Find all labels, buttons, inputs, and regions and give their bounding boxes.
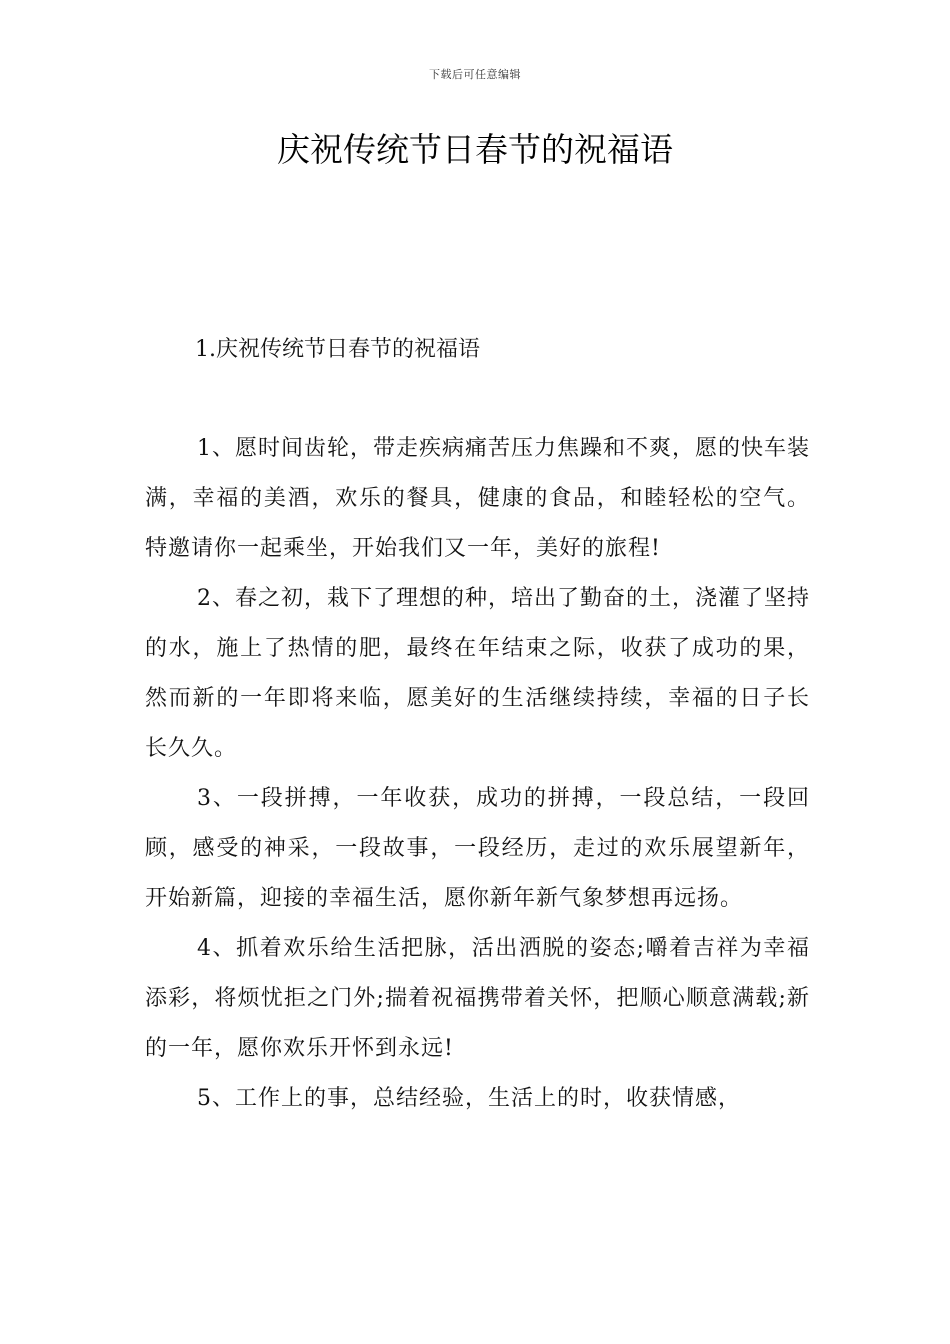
paragraph-5: 5、工作上的事，总结经验，生活上的时，收获情感， [197, 1086, 741, 1111]
paragraph-1: 1、愿时间齿轮，带走疾病痛苦压力焦躁和不爽，愿的快车装满，幸福的美酒，欢乐的餐具，健康的食品，和睦轻松的空气。特邀请你一起乘坐，开始我们又一年，美好的旅程! [145, 436, 810, 561]
paragraph-4: 4、抓着欢乐给生活把脉，活出洒脱的姿态;嚼着吉祥为幸福添彩，将烦忧拒之门外;揣着祝福携带着关怀，把顺心顺意满载;新的一年，愿你欢乐开怀到永远! [145, 936, 810, 1061]
document-body [145, 424, 810, 1124]
paragraph-2: 2、春之初，栽下了理想的种，培出了勤奋的土，浇灌了坚持的水，施上了热情的肥，最终在年结束之际，收获了成功的果，然而新的一年即将来临，愿美好的生活继续持续，幸福的日子长长久久。 [145, 586, 810, 761]
header-note: 下载后可任意编辑 [429, 68, 521, 81]
paragraph-3: 3、一段拼搏，一年收获，成功的拼搏，一段总结，一段回顾，感受的神采，一段故事，一段经历，走过的欢乐展望新年，开始新篇，迎接的幸福生活，愿你新年新气象梦想再远扬。 [145, 786, 810, 911]
document-title: 庆祝传统节日春节的祝福语 [277, 130, 673, 169]
section-heading: 1.庆祝传统节日春节的祝福语 [195, 337, 480, 362]
